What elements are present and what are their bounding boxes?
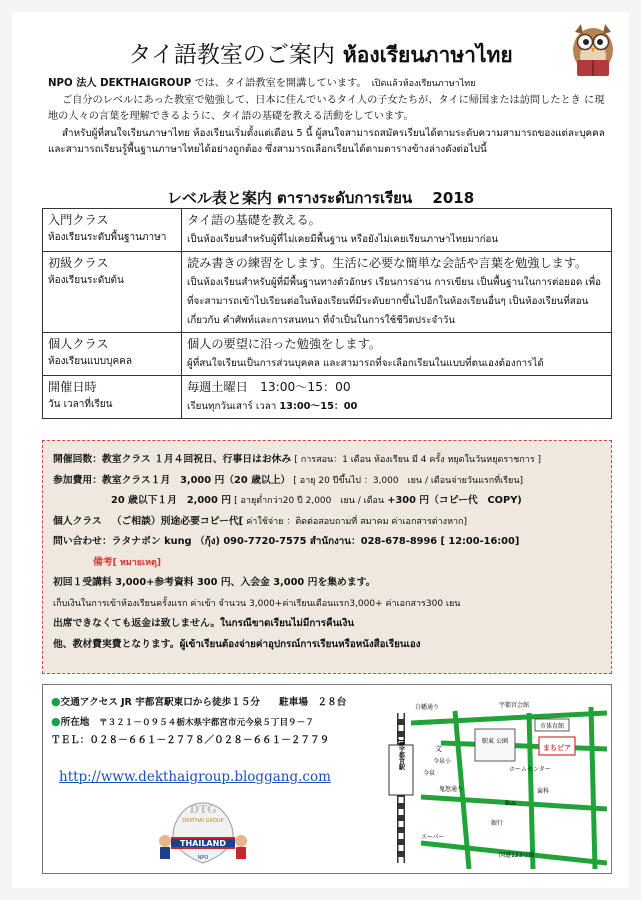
- map-shirahata: 白幡通り: [415, 704, 440, 711]
- level-name-ja: 初級クラス: [48, 256, 109, 270]
- parking-text: 駐車場 ２８台: [279, 697, 347, 708]
- map-school-symbol: 文: [435, 745, 442, 753]
- logo-arc-text: DEKTHAI GROUP: [182, 818, 224, 824]
- table-row: [43, 252, 612, 333]
- map-home-center: ホームセンター: [509, 766, 551, 773]
- level-table: [42, 208, 612, 419]
- notice-thai: ค่าใช้จ่าย ：ติดต่อสอบถามที่ สมาคม ค่าเอกสารต่างหาก]: [246, 516, 468, 527]
- level-name-ja: 開催日時: [48, 380, 97, 394]
- notice-row-remarks: [53, 553, 601, 574]
- access-info: [51, 693, 371, 751]
- intro-open-thai: เปิดแล้วห้องเรียนภาษาไทย: [371, 79, 476, 89]
- notice-box: [42, 440, 612, 674]
- notice-text: （ご相談）別途必要コピー代[: [111, 515, 244, 527]
- notice-thai: [ อายุ 20 ปีขึ้นไป ：3,000 เยน / เดือนจ่ายวันแรกที่เรียน]: [293, 475, 523, 486]
- notice-row-fee: [53, 471, 601, 492]
- remarks-label: 備考: [93, 556, 113, 568]
- map-national-road: 国道123号線: [499, 852, 535, 859]
- traffic-text: JR 宇都宮駅東口から徒歩１５分: [120, 697, 260, 708]
- org-name: NPO 法人 DEKTHAIGROUP: [48, 78, 192, 89]
- map-gym: 市体育館: [539, 723, 565, 730]
- logo-band-text: THAILAND: [180, 839, 226, 848]
- tel-row: ＴＥＬ：０２８－６６１－２７７８／０２８－６６１－２７７９: [51, 735, 330, 746]
- level-name-th: วัน เวลาที่เรียน: [48, 399, 113, 410]
- green-dot-icon: ●: [51, 714, 61, 728]
- notice-row-sessions: [53, 450, 601, 471]
- level-desc-cell: [182, 209, 612, 252]
- map-supermarket: スーパー: [421, 834, 445, 841]
- notice-row-fee-under20: [53, 491, 601, 512]
- level-desc-th: เป็นห้องเรียนสำหรับผู้ที่มีพื้นฐานทางตัวอักษร เรียนการอ่าน การเขียน เป็นพื้นฐานในการต่อยอด เพื่อที่จะสามารถเข้าไปเรียนต่อในห้องเรียนที่มีระดับยากขึ้นไปอีกในห้องเรียนอื่นๆ เป็นห้องเรียนที่สอนเกี่ยวกับ คำศัพท์และการสนทนา ที่จำเป็นในการใช้ชีวิตประจำวัน: [187, 277, 601, 326]
- level-name-th: ห้องเรียนระดับพื้นฐานภาษา: [48, 232, 167, 243]
- level-desc-cell: [182, 376, 612, 419]
- map-imaizumi-school: 今泉小: [433, 758, 452, 765]
- title-thai: ห้องเรียนภาษาไทย: [342, 42, 513, 67]
- level-name-ja: 個人クラス: [48, 337, 109, 351]
- level-name-cell: [43, 252, 182, 333]
- website-link[interactable]: http://www.dekthaigroup.bloggang.com: [59, 769, 331, 785]
- notice-row-contact: [53, 532, 601, 553]
- schedule-thai-prefix: เรียนทุกวันเสาร์ เวลา: [187, 401, 280, 412]
- level-name-cell: [43, 209, 182, 252]
- address-row: [51, 713, 371, 733]
- level-name-th: ห้องเรียนแบบบุคคล: [48, 356, 132, 367]
- access-section: [42, 684, 612, 874]
- page-title: [12, 36, 629, 72]
- notice-label: 参加費用: [53, 474, 93, 486]
- intro-line-3: สำหรับผู้ที่สนใจเรียนภาษาไทย ห้องเรียนเริ่มตั้งแต่เดือน 5 นี้ ผู้สนใจสามารถสมัครเรียนได้ตามระดับความสามารถของแต่ละบุคคล และสามารถเรียนรู้พื้นฐานภาษาไทยได้อย่างถูกต้อง ซึ่งสามารถเลือกเรียนได้ตามตารางข้างล่างดังต่อไปนี้: [48, 127, 605, 155]
- notice-text: 20 歳以下１月 2,000 円: [111, 495, 232, 506]
- notice-label: 個人クラス: [53, 515, 102, 527]
- map-bank: 銀行: [491, 820, 504, 827]
- address-text: 〒３２１－０９５４栃木県宇都宮市元今泉５丁目９－７: [98, 717, 314, 728]
- level-desc-th: ผู้ที่สนใจเรียนเป็นการส่วนบุคคล และสามารถที่จะเลือกเรียนในแบบที่ตนเองต้องการได้: [187, 358, 544, 369]
- notice-label: 問い合わせ：: [53, 536, 112, 547]
- level-desc-ja: タイ語の基礎を教える。: [187, 213, 321, 227]
- remarks-thai: [ หมายเหตุ]: [112, 557, 161, 568]
- traffic-row: [51, 693, 371, 713]
- access-map: [381, 693, 607, 869]
- map-dentist: 歯科: [537, 788, 550, 795]
- traffic-label: 交通アクセス: [60, 697, 118, 708]
- level-desc-th: เป็นห้องเรียนสำหรับผู้ที่ไม่เคยมีพื้นฐาน หรือยังไม่เคยเรียนภาษาไทยมาก่อน: [187, 234, 499, 245]
- schedule-thai: [187, 397, 606, 416]
- map-jr-station: JR宇都宮駅: [397, 739, 405, 771]
- intro-line-2: ご自分のレベルにあった教室で勉強して、日本に住んでいるタイ人の子女たちが、タイに帰国または訪問したとき に現地の人々の言葉を理解できるように、タイ語の基礎を教える活動をしています。: [48, 94, 605, 122]
- level-desc-ja: 読み書きの練習をします。生活に必要な簡単な会話や言葉を勉強します。: [187, 256, 588, 270]
- notice-thai: [ การสอน：1 เดือน ห้องเรียน มี 4 ครั้ง หยุดในวันหยุดราชการ ]: [294, 455, 542, 465]
- notice-copy-fee: +300 円（コピー代 COPY): [387, 495, 522, 506]
- map-bus: Bus: [505, 800, 517, 807]
- table-row: [43, 209, 612, 252]
- notice-row-materials: 他、教材費実費となります。ผู้เข้าเรียนต้องจ่ายค่าอุปกรณ์การเรียนหรือหนังสือเรียนเอง: [53, 638, 421, 650]
- table-row: [43, 333, 612, 376]
- notice-text: ラタナポン kung （กุ้ง) 090-7720-7575 สำนักงาน：028-678-8996 [ 12:00-16:00]: [111, 536, 520, 547]
- level-desc-cell: [182, 252, 612, 333]
- level-name-cell: [43, 376, 182, 419]
- logo-dtg-text: DTG: [189, 803, 217, 816]
- map-kaikan: 宇都宮会館: [499, 702, 530, 709]
- level-name-ja: 入門クラス: [48, 213, 109, 227]
- notice-row-private: [53, 512, 601, 533]
- level-table-title: レベル表と案内 ตารางระดับการเรียน 2018: [166, 189, 475, 207]
- notice-row-no-refund: 出席できなくても返金は致しません。ในกรณีขาดเรียนไม่มีการคืนเงิน: [53, 618, 355, 629]
- notice-row-first-fee: 初回１受講料 3,000+参考資料 300 円、入会金 3,000 円を集めます。: [53, 577, 376, 588]
- level-name-th: ห้องเรียนระดับต้น: [48, 275, 124, 286]
- level-name-cell: [43, 333, 182, 376]
- green-dot-icon: ●: [51, 695, 61, 708]
- title-japanese: タイ語教室のご案内: [128, 42, 335, 68]
- intro-section: [48, 76, 608, 159]
- notice-thai: [ อายุต่ำกว่า20 ปี 2,000 เยน / เดือน: [234, 496, 385, 506]
- level-desc-ja: 個人の要望に沿った勉強をします。: [187, 337, 382, 351]
- dekthai-group-logo: [153, 795, 253, 865]
- level-desc-cell: [182, 333, 612, 376]
- map-imaizumi: 今泉: [423, 770, 436, 777]
- intro-line-1: [48, 76, 608, 93]
- map-park: 駅東 公園: [482, 738, 508, 745]
- schedule-thai-time: 13:00～15：00: [279, 401, 358, 412]
- level-desc-ja: 毎週土曜日 13:00～15：00: [187, 380, 351, 394]
- table-row: [43, 376, 612, 419]
- intro-open-text: では、タイ語教室を開講しています。: [194, 78, 362, 89]
- notice-text: ：教室クラス１月 3,000 円（20 歳以上）: [92, 474, 291, 486]
- owl-reading-book-icon: [565, 20, 621, 80]
- logo-npo-text: NPO: [197, 855, 209, 861]
- address-label: 所在地: [60, 716, 90, 728]
- notice-row-first-fee-thai: เก็บเงินในการเข้าห้องเรียนครั้งแรก ค่าเข้า จำนวน 3,000+ค่าเรียนเดือนแรก3,000+ ค่าเอกสาร300 เยน: [53, 598, 461, 609]
- map-destination: まちピア: [543, 744, 571, 752]
- notice-label: 開催回数: [53, 454, 93, 465]
- map-kinu-road: 鬼怒通り: [439, 786, 464, 793]
- notice-text: ：教室クラス １月４回祝日、行事日はお休み: [92, 454, 292, 465]
- flyer-page: [12, 12, 629, 888]
